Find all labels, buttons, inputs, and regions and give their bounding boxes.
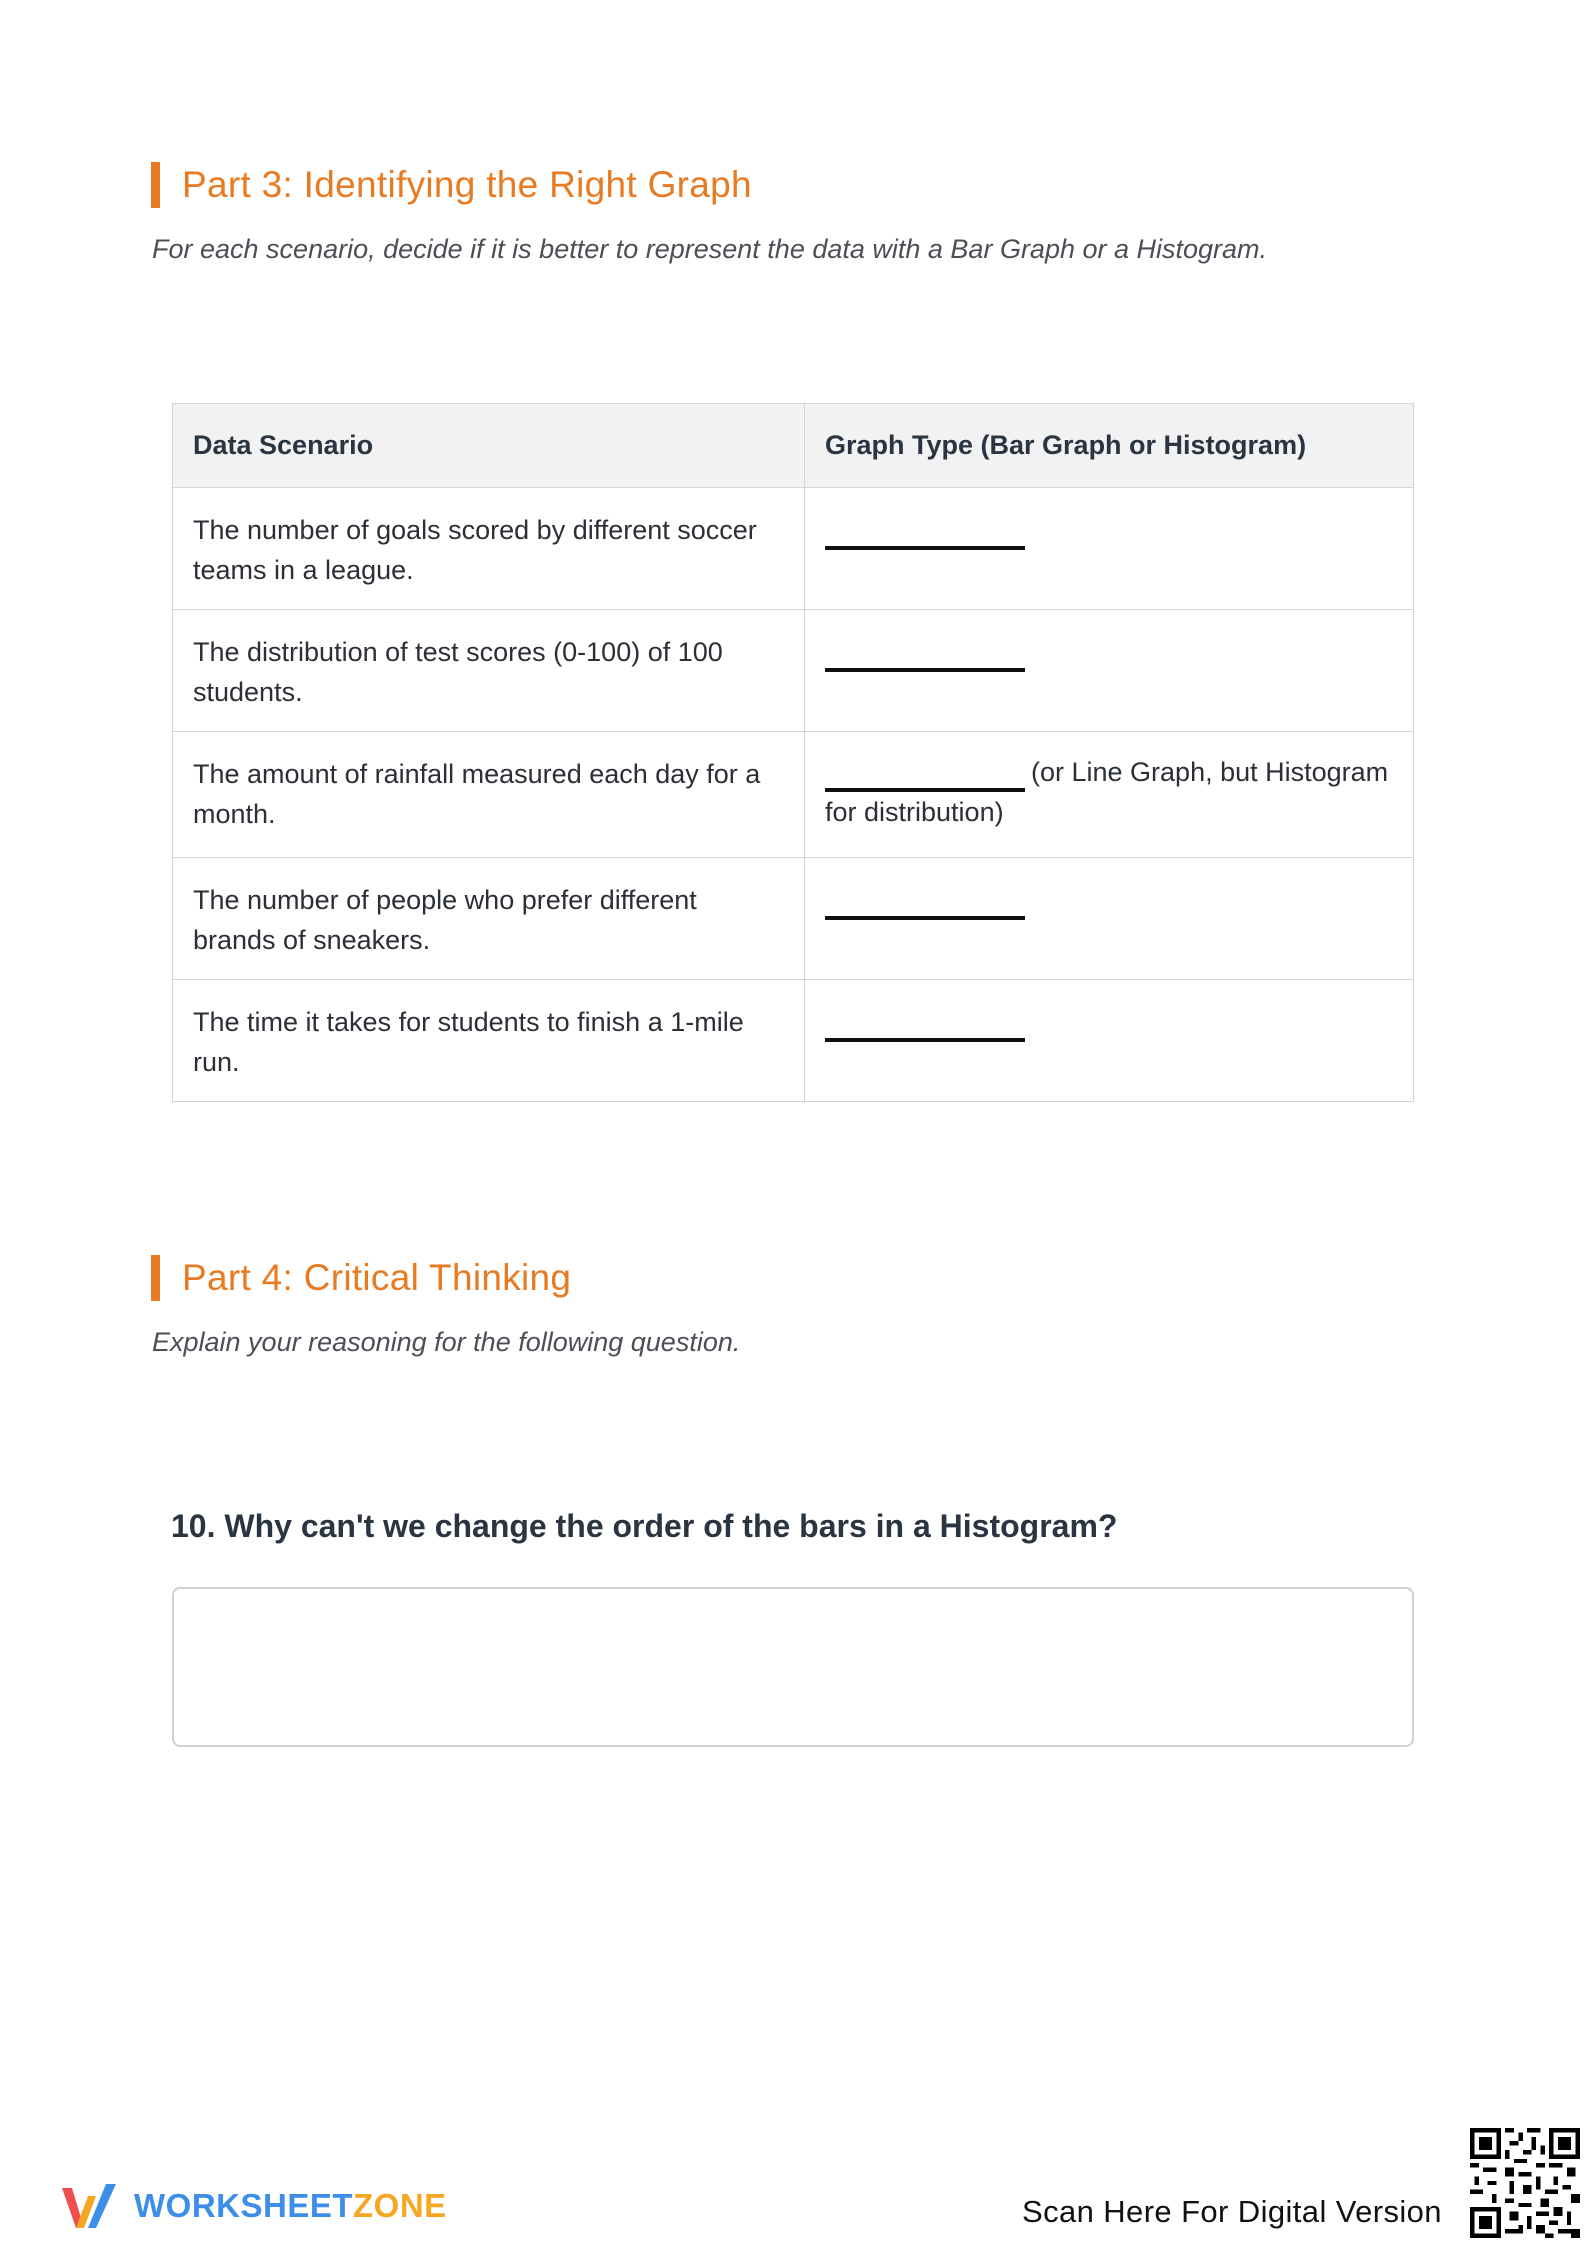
answer-blank[interactable]	[825, 510, 1025, 550]
worksheetzone-brand	[58, 2178, 447, 2234]
answer-note: (or Line Graph, but Histogram for distribution)	[825, 757, 1389, 827]
part4-instructions: Explain your reasoning for the following question.	[152, 1327, 741, 1357]
table-row	[173, 488, 1414, 610]
table-row	[173, 858, 1414, 980]
answer-cell	[805, 488, 1414, 610]
brand-name	[134, 2187, 447, 2225]
scenario-cell: The time it takes for students to finish a 1-mile run.	[173, 980, 805, 1102]
section-accent-bar	[151, 162, 160, 208]
part3-title: Part 3: Identifying the Right Graph	[182, 164, 752, 205]
qr-code-icon[interactable]	[1470, 2128, 1580, 2238]
scenario-table	[172, 403, 1414, 1102]
answer-blank[interactable]	[825, 632, 1025, 672]
part3-heading	[151, 162, 752, 208]
section-accent-bar	[151, 1255, 160, 1301]
answer-cell	[805, 858, 1414, 980]
answer-cell	[805, 732, 1414, 858]
answer-blank[interactable]	[825, 752, 1025, 792]
scenario-cell: The distribution of test scores (0-100) of 100 students.	[173, 610, 805, 732]
part3-instructions: For each scenario, decide if it is better to represent the data with a Bar Graph or a Histogram.	[152, 234, 1268, 264]
scenario-cell: The number of people who prefer different brands of sneakers.	[173, 858, 805, 980]
brand-name-left: WORKSHEET	[134, 2187, 353, 2224]
question-10: 10. Why can't we change the order of the bars in a Histogram?	[171, 1508, 1118, 1544]
part4-heading	[151, 1255, 571, 1301]
answer-blank[interactable]	[825, 880, 1025, 920]
scenario-cell: The amount of rainfall measured each day for a month.	[173, 732, 805, 858]
header-data-scenario: Data Scenario	[173, 404, 805, 488]
answer-cell	[805, 610, 1414, 732]
table-row	[173, 732, 1414, 858]
answer-cell	[805, 980, 1414, 1102]
table-header-row	[173, 404, 1414, 488]
worksheetzone-logo-icon	[58, 2178, 122, 2234]
brand-name-right: ZONE	[353, 2187, 447, 2224]
table-row	[173, 980, 1414, 1102]
table-row	[173, 610, 1414, 732]
answer-blank[interactable]	[825, 1002, 1025, 1042]
part4-title: Part 4: Critical Thinking	[182, 1257, 572, 1298]
scan-caption: Scan Here For Digital Version	[1022, 2194, 1442, 2229]
scenario-cell: The number of goals scored by different soccer teams in a league.	[173, 488, 805, 610]
answer-box[interactable]	[172, 1587, 1414, 1747]
header-graph-type: Graph Type (Bar Graph or Histogram)	[805, 404, 1414, 488]
